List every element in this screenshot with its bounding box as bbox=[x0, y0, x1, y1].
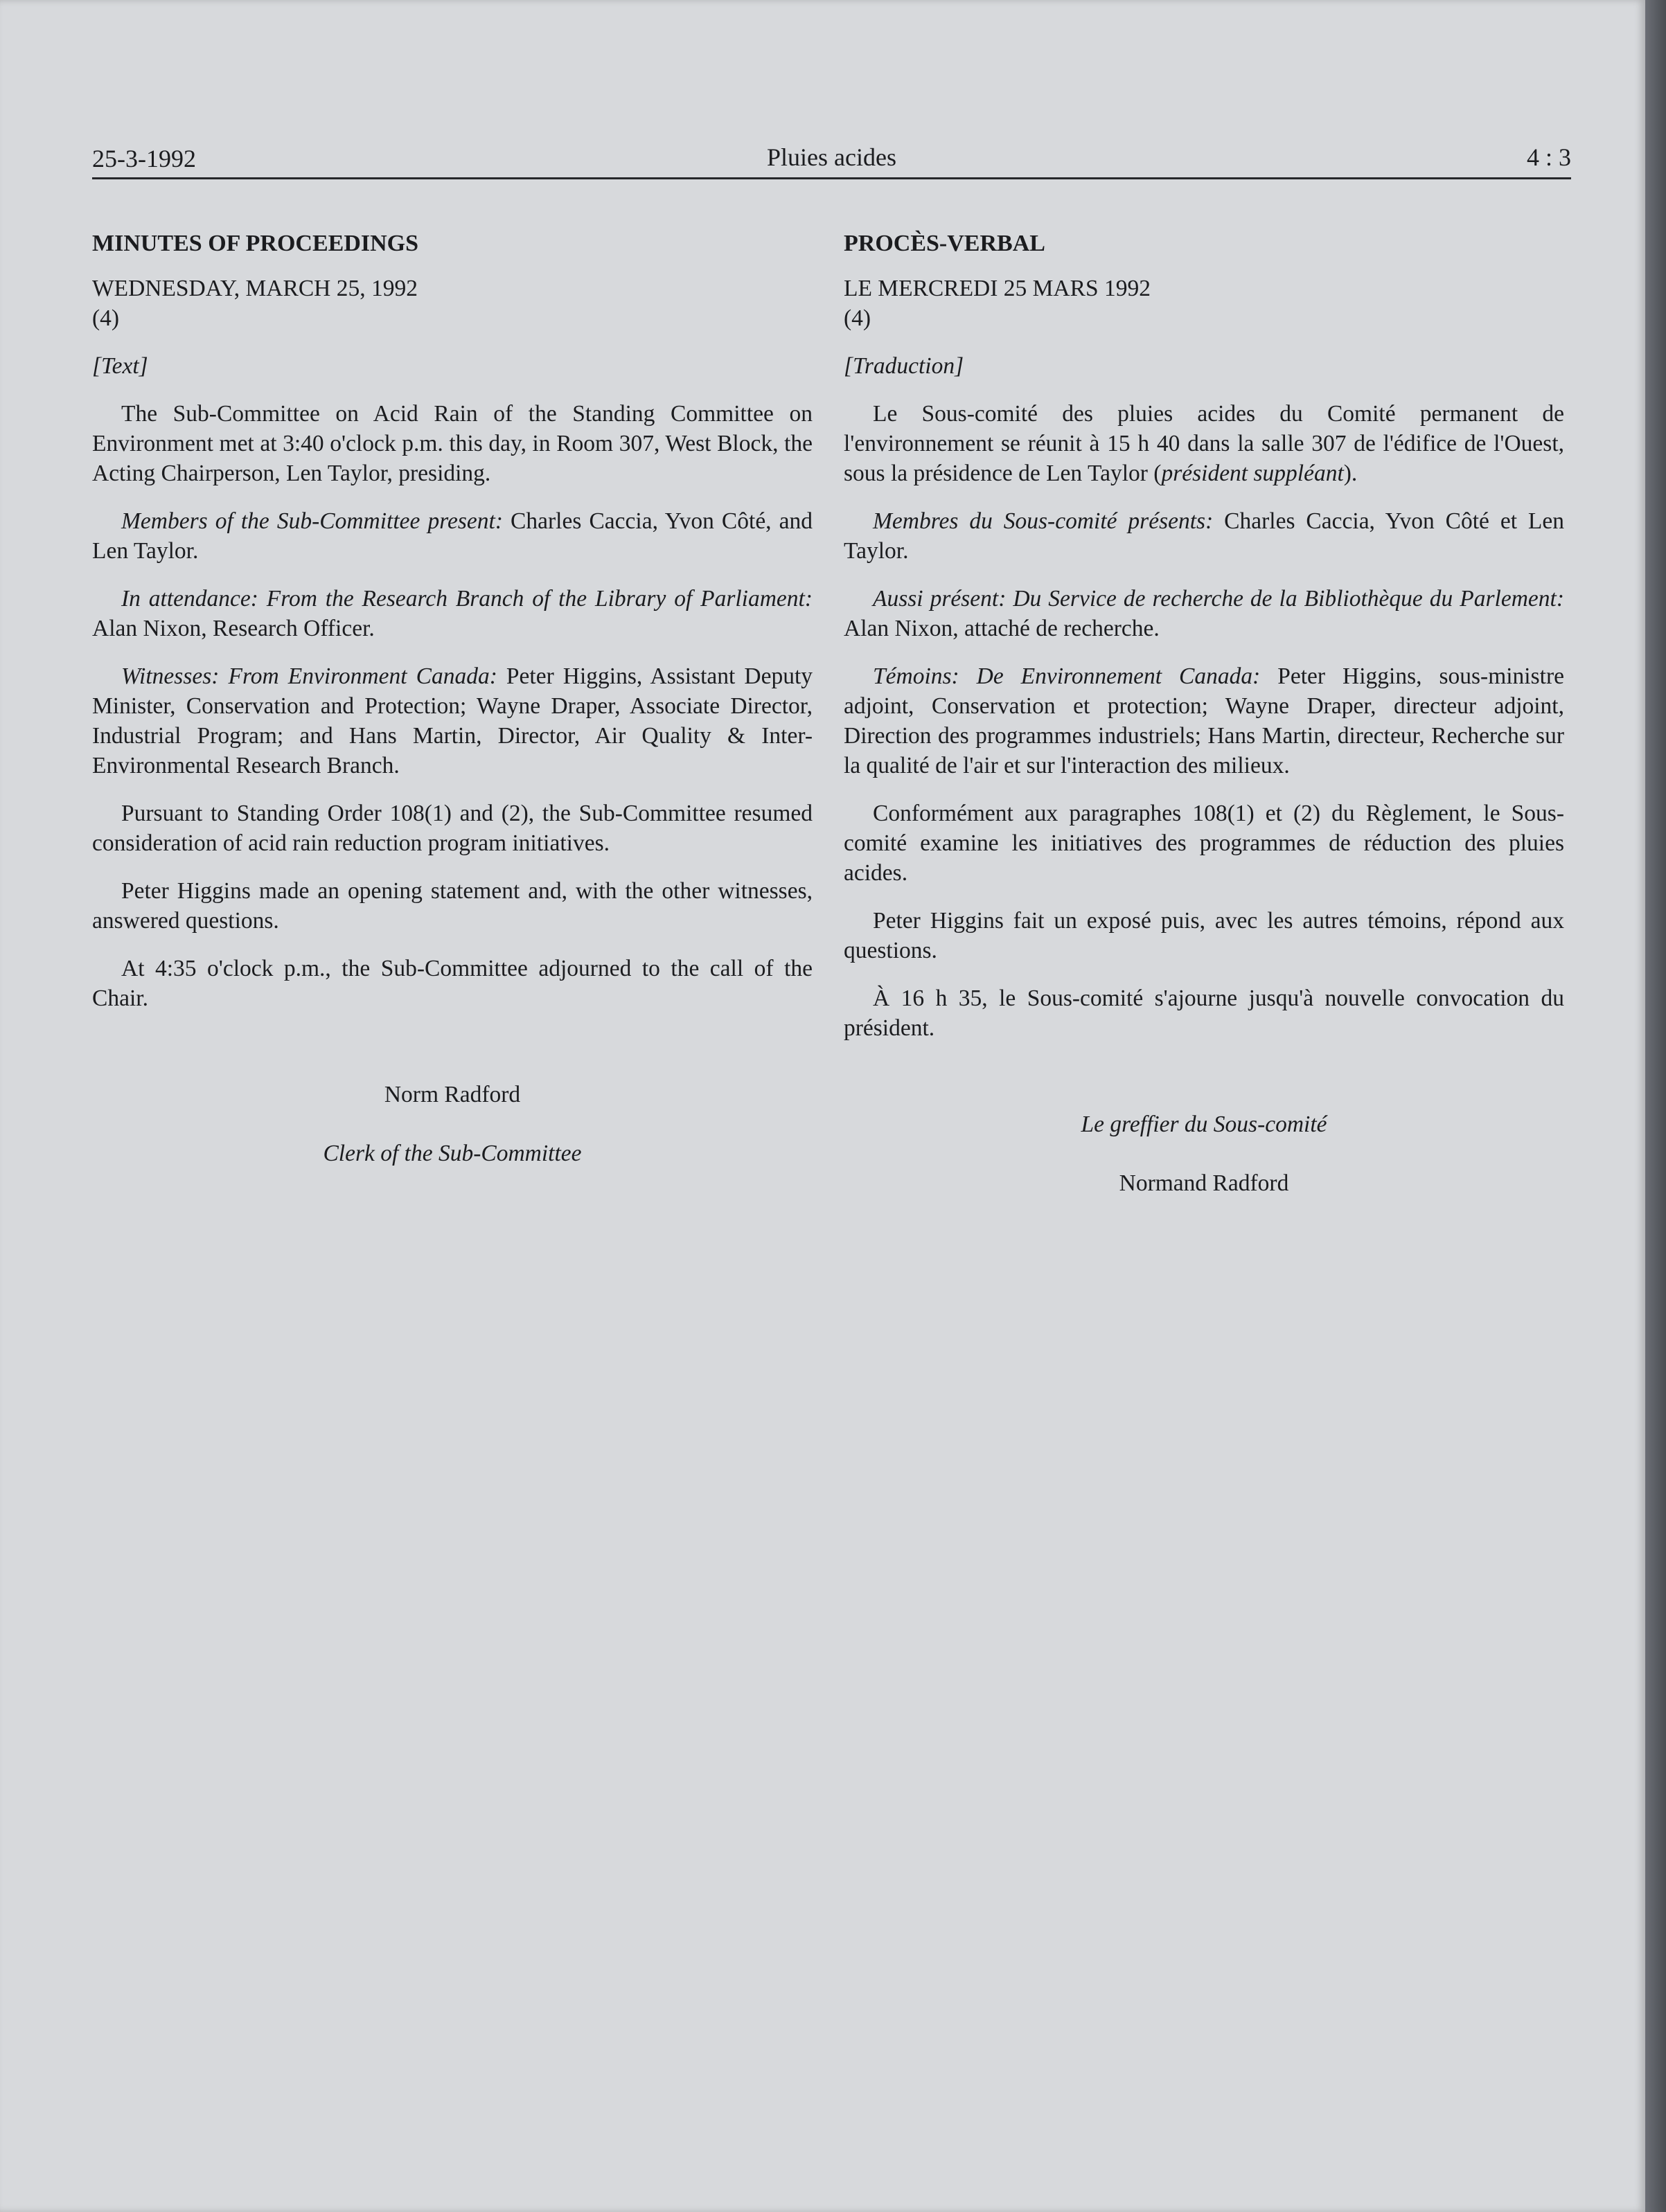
english-date: WEDNESDAY, MARCH 25, 1992 bbox=[92, 276, 418, 301]
french-witnesses-paragraph bbox=[844, 661, 1564, 781]
english-meeting-paragraph: The Sub-Committee on Acid Rain of the Standing Committee on Environment met at 3:40 o'clock p.m. this day, in Room 307, West Block, the Acting Chairperson, Len Taylor, presiding. bbox=[92, 401, 813, 486]
english-attendance-text: Alan Nixon, Research Officer. bbox=[92, 616, 375, 641]
french-heading: PROCÈS-VERBAL bbox=[844, 231, 1045, 256]
english-members-label: Members of the Sub-Committee present: bbox=[121, 508, 503, 534]
english-heading: MINUTES OF PROCEEDINGS bbox=[92, 231, 419, 256]
french-attendance-label: Aussi présent: Du Service de recherche de la Bibliothèque du Parlement: bbox=[873, 586, 1564, 612]
english-attendance-paragraph bbox=[92, 584, 813, 643]
french-clerk-title: Le greffier du Sous-comité bbox=[1081, 1112, 1327, 1137]
french-meeting-text: Le Sous-comité des pluies acides du Comité permanent de l'environnement se réunit à 15 h 40 dans la salle 307 de l'édifice de l'Ouest, sous la présidence de Len Taylor ( bbox=[844, 401, 1564, 486]
header-page-number: 4 : 3 bbox=[1526, 143, 1571, 171]
english-column bbox=[92, 229, 813, 1168]
english-members-text: Charles Caccia, Yvon Côté, and Len Taylor. bbox=[92, 508, 813, 564]
english-witnesses-paragraph bbox=[92, 661, 813, 781]
english-attendance-label: In attendance: From the Research Branch of the Library of Parliament: bbox=[121, 586, 813, 612]
french-chair-role: président suppléant bbox=[1161, 461, 1344, 486]
french-attendance-paragraph bbox=[844, 584, 1564, 643]
french-witnesses-label: Témoins: De Environnement Canada: bbox=[873, 663, 1261, 689]
french-date: LE MERCREDI 25 MARS 1992 bbox=[844, 276, 1151, 301]
french-text-tag: [Traduction] bbox=[844, 353, 964, 379]
french-witnesses-text: Peter Higgins, sous-ministre adjoint, Conservation et protection; Wayne Draper, directeur adjoint, Direction des programmes industriels; Hans Martin, directeur, Recherche sur la qualité de l'air et sur l'interaction des milieux. bbox=[844, 663, 1564, 778]
french-members-label: Membres du Sous-comité présents: bbox=[873, 508, 1214, 534]
english-witnesses-label: Witnesses: From Environment Canada: bbox=[121, 663, 497, 689]
english-witnesses-text: Peter Higgins, Assistant Deputy Minister, Conservation and Protection; Wayne Draper, Associate Director, Industrial Program; and Hans Martin, Director, Air Quality & Inter-Environmental Research Branch. bbox=[92, 663, 813, 778]
french-meeting-paragraph bbox=[844, 399, 1564, 488]
english-clerk-name: Norm Radford bbox=[384, 1082, 521, 1107]
english-adjournment-paragraph: At 4:35 o'clock p.m., the Sub-Committee adjourned to the call of the Chair. bbox=[92, 956, 813, 1011]
header-date: 25-3-1992 bbox=[92, 145, 196, 172]
french-column bbox=[844, 229, 1564, 1198]
english-standing-order-paragraph: Pursuant to Standing Order 108(1) and (2), the Sub-Committee resumed consideration of acid rain reduction program initiatives. bbox=[92, 801, 813, 856]
header-title: Pluies acides bbox=[767, 143, 896, 171]
french-statement-paragraph: Peter Higgins fait un exposé puis, avec les autres témoins, répond aux questions. bbox=[844, 908, 1564, 963]
english-members-paragraph bbox=[92, 506, 813, 566]
french-issue-number: (4) bbox=[844, 305, 871, 331]
french-members-text: Charles Caccia, Yvon Côté et Len Taylor. bbox=[844, 508, 1565, 564]
french-adjournment-paragraph: À 16 h 35, le Sous-comité s'ajourne jusqu'à nouvelle convocation du président. bbox=[844, 985, 1564, 1041]
french-members-paragraph bbox=[844, 506, 1564, 566]
running-head bbox=[92, 144, 1571, 179]
french-attendance-text: Alan Nixon, attaché de recherche. bbox=[844, 616, 1160, 641]
binding-edge bbox=[1645, 0, 1666, 2212]
french-meeting-end: ). bbox=[1343, 461, 1358, 486]
english-text-tag: [Text] bbox=[92, 353, 148, 379]
english-statement-paragraph: Peter Higgins made an opening statement and, with the other witnesses, answered questions. bbox=[92, 878, 813, 934]
english-clerk-title: Clerk of the Sub-Committee bbox=[323, 1141, 582, 1166]
french-clerk-name: Normand Radford bbox=[1119, 1170, 1289, 1196]
english-issue-number: (4) bbox=[92, 305, 120, 331]
french-standing-order-paragraph: Conformément aux paragraphes 108(1) et (2) du Règlement, le Sous-comité examine les initiatives des programmes de réduction des pluies acides. bbox=[844, 801, 1564, 886]
